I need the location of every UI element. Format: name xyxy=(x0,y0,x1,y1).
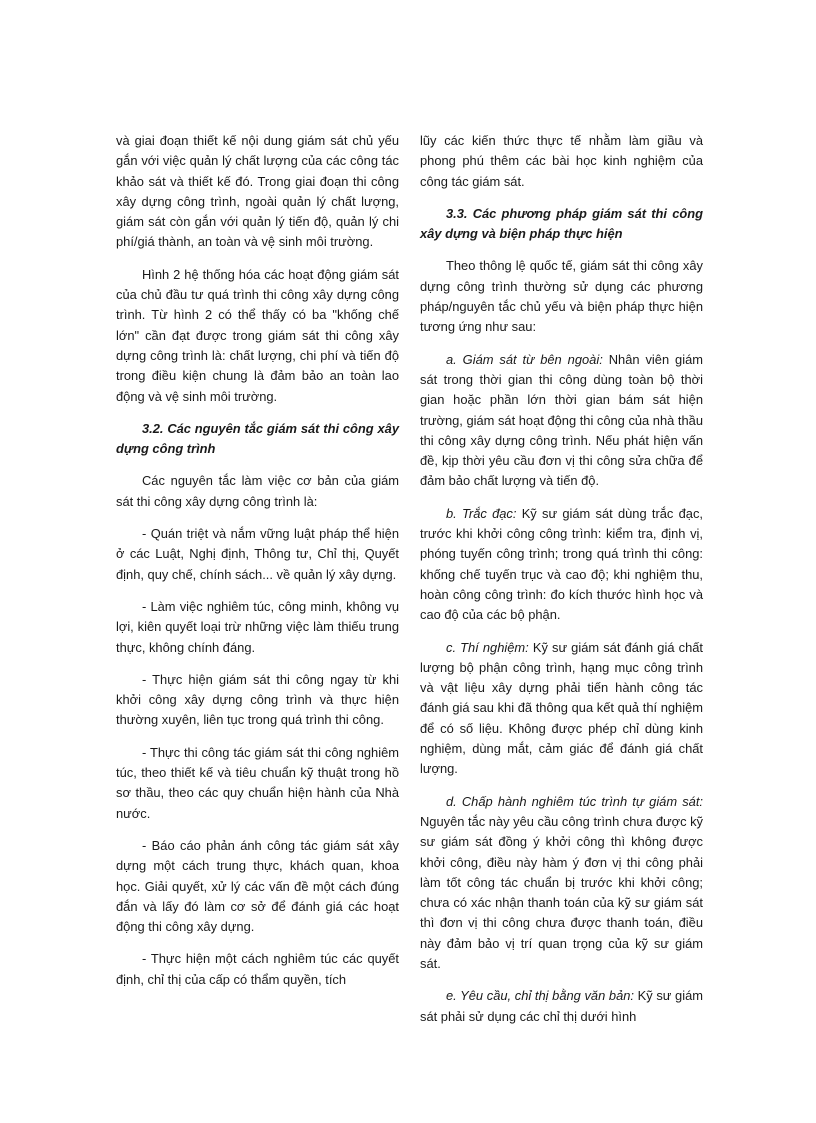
method-b-text: Kỹ sư giám sát dùng trắc đạc, trước khi khởi công công trình: kiểm tra, định vị, phóng tuyến công trình; trong quá trình thi công: khống chế tuyến trục và cao độ; khi nghiệm thu, hoàn công công trình: đo kích thước hình học và cao độ của các bộ phận. xyxy=(420,505,703,623)
principle-item-6: - Thực hiện một cách nghiêm túc các quyết định, chỉ thị của cấp có thẩm quyền, tích xyxy=(116,951,399,987)
method-b-lead: b. Trắc đạc: xyxy=(446,505,517,521)
paragraph-methods-intro: Theo thông lệ quốc tế, giám sát thi công xây dựng công trình thường sử dụng các phương pháp/nguyên tắc chủ yếu và biện pháp thực hiện tương ứng như sau: xyxy=(420,258,703,335)
method-item-b xyxy=(420,504,703,626)
method-a-lead: a. Giám sát từ bên ngoài: xyxy=(446,351,603,367)
principle-item-3: - Thực hiện giám sát thi công ngay từ khi khởi công xây dựng công trình và thực hiện thường xuyên, liên tục trong quá trình thi công. xyxy=(116,671,399,728)
principle-item-1: - Quán triệt và nắm vững luật pháp thể hiện ở các Luật, Nghị định, Thông tư, Chỉ thị, Quyết định, quy chế, chính sách... về quản lý xây dựng. xyxy=(116,526,399,582)
method-e-lead: e. Yêu cầu, chỉ thị bằng văn bản: xyxy=(446,988,634,1004)
paragraph-figure-2: Hình 2 hệ thống hóa các hoạt động giám sát của chủ đầu tư quá trình thi công xây dựng công trình. Từ hình 2 có thể thấy có ba "khống chế lớn" cần đạt được trong giám sát thi công xây dựng công trình là: chất lượng, chi phí và tiến độ trong điều kiện chung là đảm bảo an toàn lao động và vệ sinh môi trường. xyxy=(116,266,399,404)
section-heading-3-3: 3.3. Các phương pháp giám sát thi công xây dựng và biện pháp thực hiện xyxy=(420,205,703,242)
method-d-text: Nguyên tắc này yêu cầu công trình chưa được kỹ sư giám sát đồng ý khởi công thì không được khởi công, điều này hàm ý đơn vị thi công phải làm tốt công tác chuẩn bị trước khi khởi công; chưa có xác nhận thanh toán của kỹ sư giám sát thì đơn vị thi công chưa được thanh toán, điều này đảm bảo vị trí quan trọng của kỹ sư giám sát. xyxy=(420,813,703,971)
section-heading-3-2: 3.2. Các nguyên tắc giám sát thi công xây dựng công trình xyxy=(116,420,399,457)
left-column xyxy=(116,131,399,1002)
method-item-a xyxy=(420,350,703,492)
paragraph-intro-continuation: và giai đoạn thiết kế nội dung giám sát chủ yếu gắn với việc quản lý chất lượng của các công tác khảo sát và thiết kế đó. Trong giai đoạn thi công xây dựng công trình, ngoài quản lý chất lượng, giám sát còn gắn với quản lý tiến độ, quản lý chi phí/giá thành, an toàn và vệ sinh môi trường. xyxy=(116,133,399,250)
method-item-c xyxy=(420,638,703,780)
method-item-d xyxy=(420,792,703,975)
paragraph-principles-continuation: lũy các kiến thức thực tế nhằm làm giầu và phong phú thêm các bài học kinh nghiệm của công tác giám sát. xyxy=(420,133,703,189)
method-c-text: Kỹ sư giám sát đánh giá chất lượng bộ phận công trình, hạng mục công trình và vật liệu xây dựng phải tiến hành công tác đánh giá sau khi đã thông qua kết quả thí nghiệm để có số liệu. Không được phép chỉ dùng kinh nghiệm, dùng mắt, cảm giác để đánh giá chất lượng. xyxy=(420,639,703,777)
principle-item-5: - Báo cáo phản ánh công tác giám sát xây dựng một cách trung thực, khách quan, khoa học. Giải quyết, xử lý các vấn đề một cách đúng đắn và lấy đó làm cơ sở để đánh giá các hoạt động thi công xây dựng. xyxy=(116,837,399,935)
principle-item-4: - Thực thi công tác giám sát thi công nghiêm túc, theo thiết kế và tiêu chuẩn kỹ thuật trong hồ sơ thầu, theo các quy chuẩn hiện hành của Nhà nước. xyxy=(116,744,399,821)
method-d-lead: d. Chấp hành nghiêm túc trình tự giám sát: xyxy=(446,793,703,809)
right-column xyxy=(420,131,703,1039)
principle-item-2: - Làm việc nghiêm túc, công minh, không vụ lợi, kiên quyết loại trừ những việc làm thiếu trung thực, không chính đáng. xyxy=(116,598,399,655)
method-e-text: Kỹ sư giám sát phải sử dụng các chỉ thị dưới hình xyxy=(420,988,703,1024)
method-a-text: Nhân viên giám sát trong thời gian thi công dùng toàn bộ thời gian hoặc phần lớn thời gian bám sát hiện trường, giám sát hoạt động thi công của nhà thầu thi công xây dựng công trình. Nếu phát hiện vấn đề, kịp thời yêu cầu đơn vị thi công sửa chữa để đảm bảo chất lượng và tiến độ. xyxy=(420,351,703,489)
method-c-lead: c. Thí nghiệm: xyxy=(446,639,529,655)
paragraph-principles-intro: Các nguyên tắc làm việc cơ bản của giám sát thi công xây dựng công trình là: xyxy=(116,473,399,509)
method-item-e xyxy=(420,986,703,1027)
